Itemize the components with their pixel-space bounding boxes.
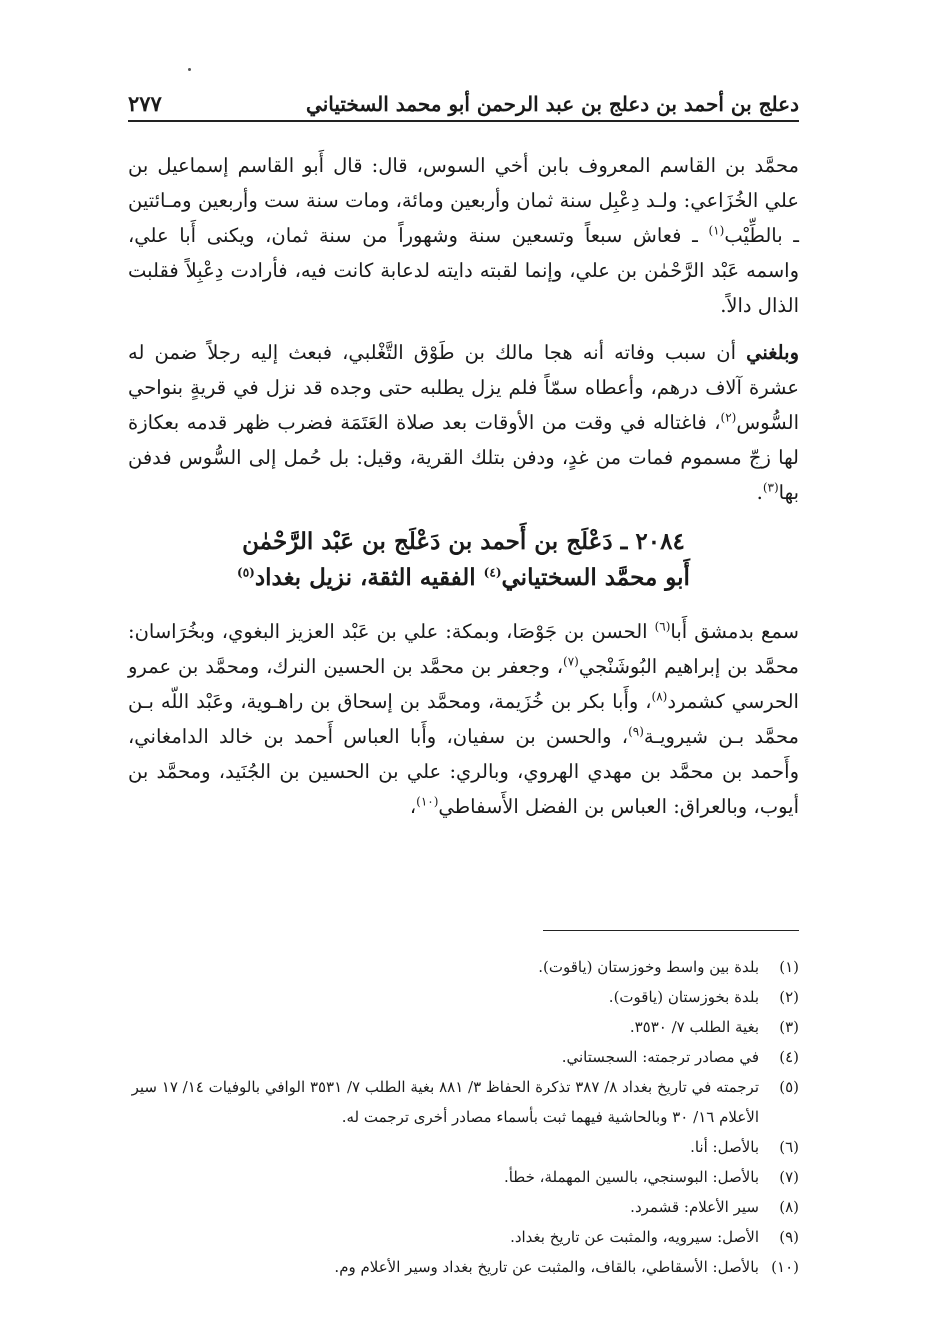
footnote-item: [128, 982, 799, 1012]
footnote-number: (١): [779, 958, 799, 976]
footnote-text: بغية الطلب ٧/ ٣٥٣٠.: [629, 1018, 759, 1036]
footnote-number: (٩): [779, 1228, 799, 1246]
footnote-text: سير الأعلام: قشمرد.: [630, 1198, 759, 1216]
footnote-number: (٥): [779, 1078, 799, 1096]
footnote-text: الأصل: سيرويه، والمثبت عن تاريخ بغداد.: [510, 1228, 759, 1246]
footnote-item: [128, 1222, 799, 1252]
footnote-item: [128, 1042, 799, 1072]
footnote-ref-2: (٢): [720, 410, 737, 425]
paragraph-2-text: أن سبب وفاته أنه هجا مالك بن طَوْق التَّغْلبي، فبعث إليه رجلاً ضمن له عشرة آلاف درهم، وأعطاه سمّاً فلم يزل يطلبه حتى وجده قد نزل في قريةٍ بنواحي السُّوس: [128, 341, 799, 434]
main-text: [128, 148, 799, 824]
footnote-text: بلدة بخوزستان (ياقوت).: [608, 988, 759, 1006]
paragraph-2-continued: ، فاغتاله في وقت من الأوقات بعد صلاة العَتَمَة فضرب ظهر قدمه بعكازة لها زجّ مسموم فمات من غدٍ، ودفن بتلك القرية، وقيل: بل حُمل إلى السُّوس فدفن بها: [128, 411, 799, 504]
footnote-text: بالأصل: البوسنجي، بالسين المهملة، خطأ.: [503, 1168, 759, 1186]
footnote-number: (٢): [779, 988, 799, 1006]
footnotes: [128, 952, 799, 1282]
footnote-ref-9: (٩): [628, 724, 644, 739]
footnote-ref-4: (٤): [483, 565, 502, 580]
footnote-ref-8: (٨): [651, 689, 668, 704]
footnote-number: (١٠): [771, 1258, 799, 1276]
entry-heading-line-1: ٢٠٨٤ ـ دَعْلَج بن أَحمد بن دَعْلَج بن عَبْد الرَّحْمٰن: [242, 528, 685, 555]
paragraph-3-text-e: ، والحسن بن سفيان، وأَبا العباس أَحمد بن خالد الدامغاني، وأَحمد بن محمَّد بن مهدي الهروي، وبالري: علي بن الحسين بن الجُنَيد، ومحمَّد بن أيوب، وبالعراق: العباس بن الفضل الأَسفاطي: [128, 725, 799, 818]
footnote-item: [128, 1252, 799, 1282]
running-title: دعلج بن أحمد بن دعلج بن عبد الرحمن أبو محمد السختياني: [306, 92, 799, 116]
footnote-item: [128, 1132, 799, 1162]
footnote-number: (٦): [779, 1138, 799, 1156]
footnote-ref-6: (٦): [654, 619, 671, 634]
footnote-item: [128, 952, 799, 982]
footnote-text: في مصادر ترجمته: السجستاني.: [561, 1048, 759, 1066]
footnote-text: بلدة بين واسط وخوزستان (ياقوت).: [538, 958, 759, 976]
entry-heading-name: أَبو محمَّد السختياني: [501, 564, 690, 591]
footnote-text: بالأصل: أنا.: [690, 1138, 759, 1156]
paragraph-1-text: محمَّد بن القاسم المعروف بابن أخي السوس، قال: قال أَبو القاسم إسماعيل بن علي الخُزَاعي: ولـد دِعْبِل سنة ثمان وأربعين ومائة، ومات سنة ست وأربعين ومـائتين ـ بالطِّيْب: [128, 154, 799, 247]
footnote-divider: [543, 930, 799, 931]
paragraph-2-end: .: [756, 481, 763, 504]
paragraph-2: [128, 335, 799, 510]
paragraph-3-text-c: ، وجعفر بن محمَّد بن الحسين النرك، ومحمَّد بن عمرو الحرسي كشمرد: [128, 655, 799, 713]
footnote-number: (٧): [779, 1168, 799, 1186]
paragraph-1-continued: ـ فعاش سبعاً وتسعين سنة وشهوراً من سنة ثمان، ويكنى أَبا علي، واسمه عَبْد الرَّحْمٰن بن علي، وإنما لقبته دايته لدعابة كانت فيه، فأرادت دِعْبِلاً فقلبت الذال دالاً.: [128, 224, 799, 317]
footnote-item: [128, 1162, 799, 1192]
footnote-ref-1: (١): [708, 223, 725, 238]
footnote-item: [128, 1012, 799, 1042]
footnote-number: (٣): [779, 1018, 799, 1036]
page-number: ٢٧٧: [128, 91, 162, 116]
paragraph-3-text-a: سمع بدمشق أَبا: [670, 620, 799, 643]
paragraph-3-text-d: ، وأَبا بكر بن خُزَيمة، ومحمَّد بن إسحاق بن راهـوية، وعَبْد اللّه بـن محمَّد بـن شيرويـة: [128, 690, 799, 748]
footnote-number: (٨): [779, 1198, 799, 1216]
footnote-ref-5: (٥): [237, 565, 255, 580]
footnote-ref-7: (٧): [563, 654, 579, 669]
page-speck: [188, 68, 191, 71]
footnote-item: [128, 1072, 799, 1132]
paragraph-2-lead: وبلغني: [746, 341, 799, 364]
footnote-item: [128, 1192, 799, 1222]
footnote-number: (٤): [779, 1048, 799, 1066]
paragraph-3: [128, 614, 799, 824]
page-header: [128, 86, 799, 122]
entry-heading: [128, 524, 799, 596]
footnote-ref-3: (٣): [762, 480, 779, 495]
paragraph-1: [128, 148, 799, 323]
footnote-text: بالأصل: الأسقاطي، بالقاف، والمثبت عن تاريخ بغداد وسير الأعلام وم.: [334, 1258, 759, 1276]
paragraph-3-text-b: الحسن بن جَوْصَا، وبمكة: علي بن عَبْد العزيز البغوي، وبخُرَاسان: محمَّد بن إبراهيم البُوشَنْجي: [128, 620, 799, 678]
entry-heading-title: الفقيه الثقة، نزيل بغداد: [254, 564, 484, 591]
footnote-text: ترجمته في تاريخ بغداد ٨/ ٣٨٧ تذكرة الحفاظ ٣/ ٨٨١ بغية الطلب ٧/ ٣٥٣١ الوافي بالوفيات ١٤/ ١٧ سير الأعلام ١٦/ ٣٠ وبالحاشية فيهما ثبت بأسماء مصادر أخرى ترجمت له.: [131, 1078, 759, 1126]
paragraph-3-end: ،: [409, 795, 417, 818]
entry-heading-line-2: [128, 560, 799, 596]
footnote-ref-10: (١٠): [416, 794, 439, 809]
